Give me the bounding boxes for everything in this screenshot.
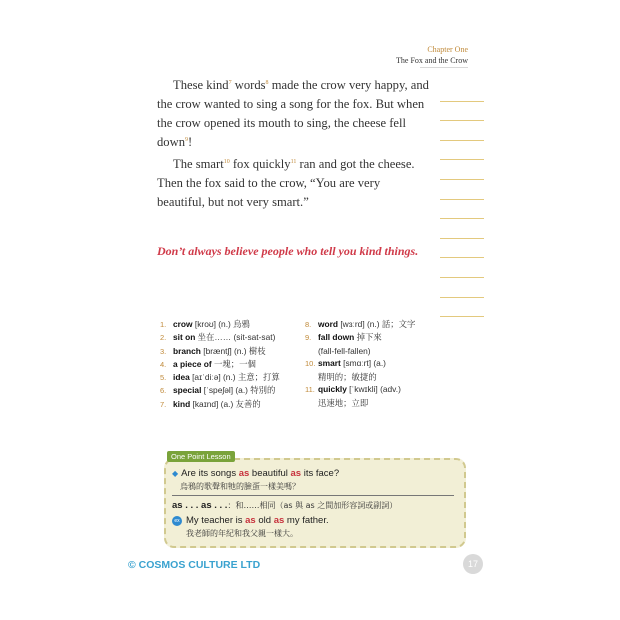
vocab-item: 10. smart [smɑːrt] (a.) 精明的；敏捷的 (305, 358, 386, 382)
page-number: 17 (463, 554, 483, 574)
lesson-example-1: ◆ Are its songs as beautiful as its face? 烏鴉的歌聲和牠的臉蛋一樣美嗎？ (172, 468, 340, 491)
diamond-bullet-icon: ◆ (172, 469, 179, 478)
vocab-item: 2. sit on 坐在…… (sit-sat-sat) (160, 332, 276, 343)
vocab-item: 1. crow [kroʊ] (n.) 烏鴉 (160, 319, 250, 329)
copyright: © COSMOS CULTURE LTD (128, 559, 261, 571)
chapter-label: Chapter One (427, 45, 468, 54)
vocab-item: 6. special [ˈspeʃəl] (a.) 特別的 (160, 385, 276, 396)
notes-lines (440, 82, 484, 317)
lesson-tag: One Point Lesson (167, 451, 235, 462)
vocabulary-list-left (160, 318, 310, 411)
vocab-item: 9. fall down 掉下來 (fall-fell-fallen) (305, 332, 382, 356)
translation: 烏鴉的歌聲和牠的臉蛋一樣美嗎？ (180, 482, 300, 491)
chapter-title: The Fox and the Crow (396, 56, 468, 65)
lesson-example-2: ex My teacher is as old as my father. 我老師的年紀和我父親一樣大。 (172, 515, 329, 539)
chapter-header (396, 44, 468, 66)
translation: 我老師的年紀和我父親一樣大。 (186, 529, 298, 538)
vocab-item: 5. idea [aɪˈdiːə] (n.) 主意；打算 (160, 372, 280, 383)
story-paragraph-1: These kind$^7$ words$^8$ made the crow very happy, and the crow wanted to sing a song for the fox. But when the crow opened its mouth to sing, the cheese fell down$^9$! (157, 78, 429, 149)
vocabulary-list-right (305, 318, 465, 409)
vocab-item: 7. kind [kaɪnd] (a.) 友善的 (160, 398, 261, 409)
vocab-item: 3. branch [bræntʃ] (n.) 樹枝 (160, 345, 266, 356)
example-badge-icon: ex (172, 516, 182, 526)
vocab-item: 4. a piece of 一塊；一個 (160, 358, 256, 369)
vocab-item: 8. word [wɜːrd] (n.) 話；文字 (305, 319, 416, 329)
header-divider (420, 67, 468, 68)
grammar-pattern: as . . . as . . .：和……相同（as 與 as 之間加形容詞或副詞） (172, 495, 454, 511)
story-paragraph-2: The smart$^{10}$ fox quickly$^{11}$ ran and got the cheese. Then the fox said to the crow, “You are very beautiful, but not very smart.” (157, 157, 415, 209)
story-moral: Don’t always believe people who tell you kind things. (157, 244, 419, 258)
vocab-item: 11. quickly [ˈkwɪkli] (adv.) 迅速地；立即 (305, 384, 401, 408)
